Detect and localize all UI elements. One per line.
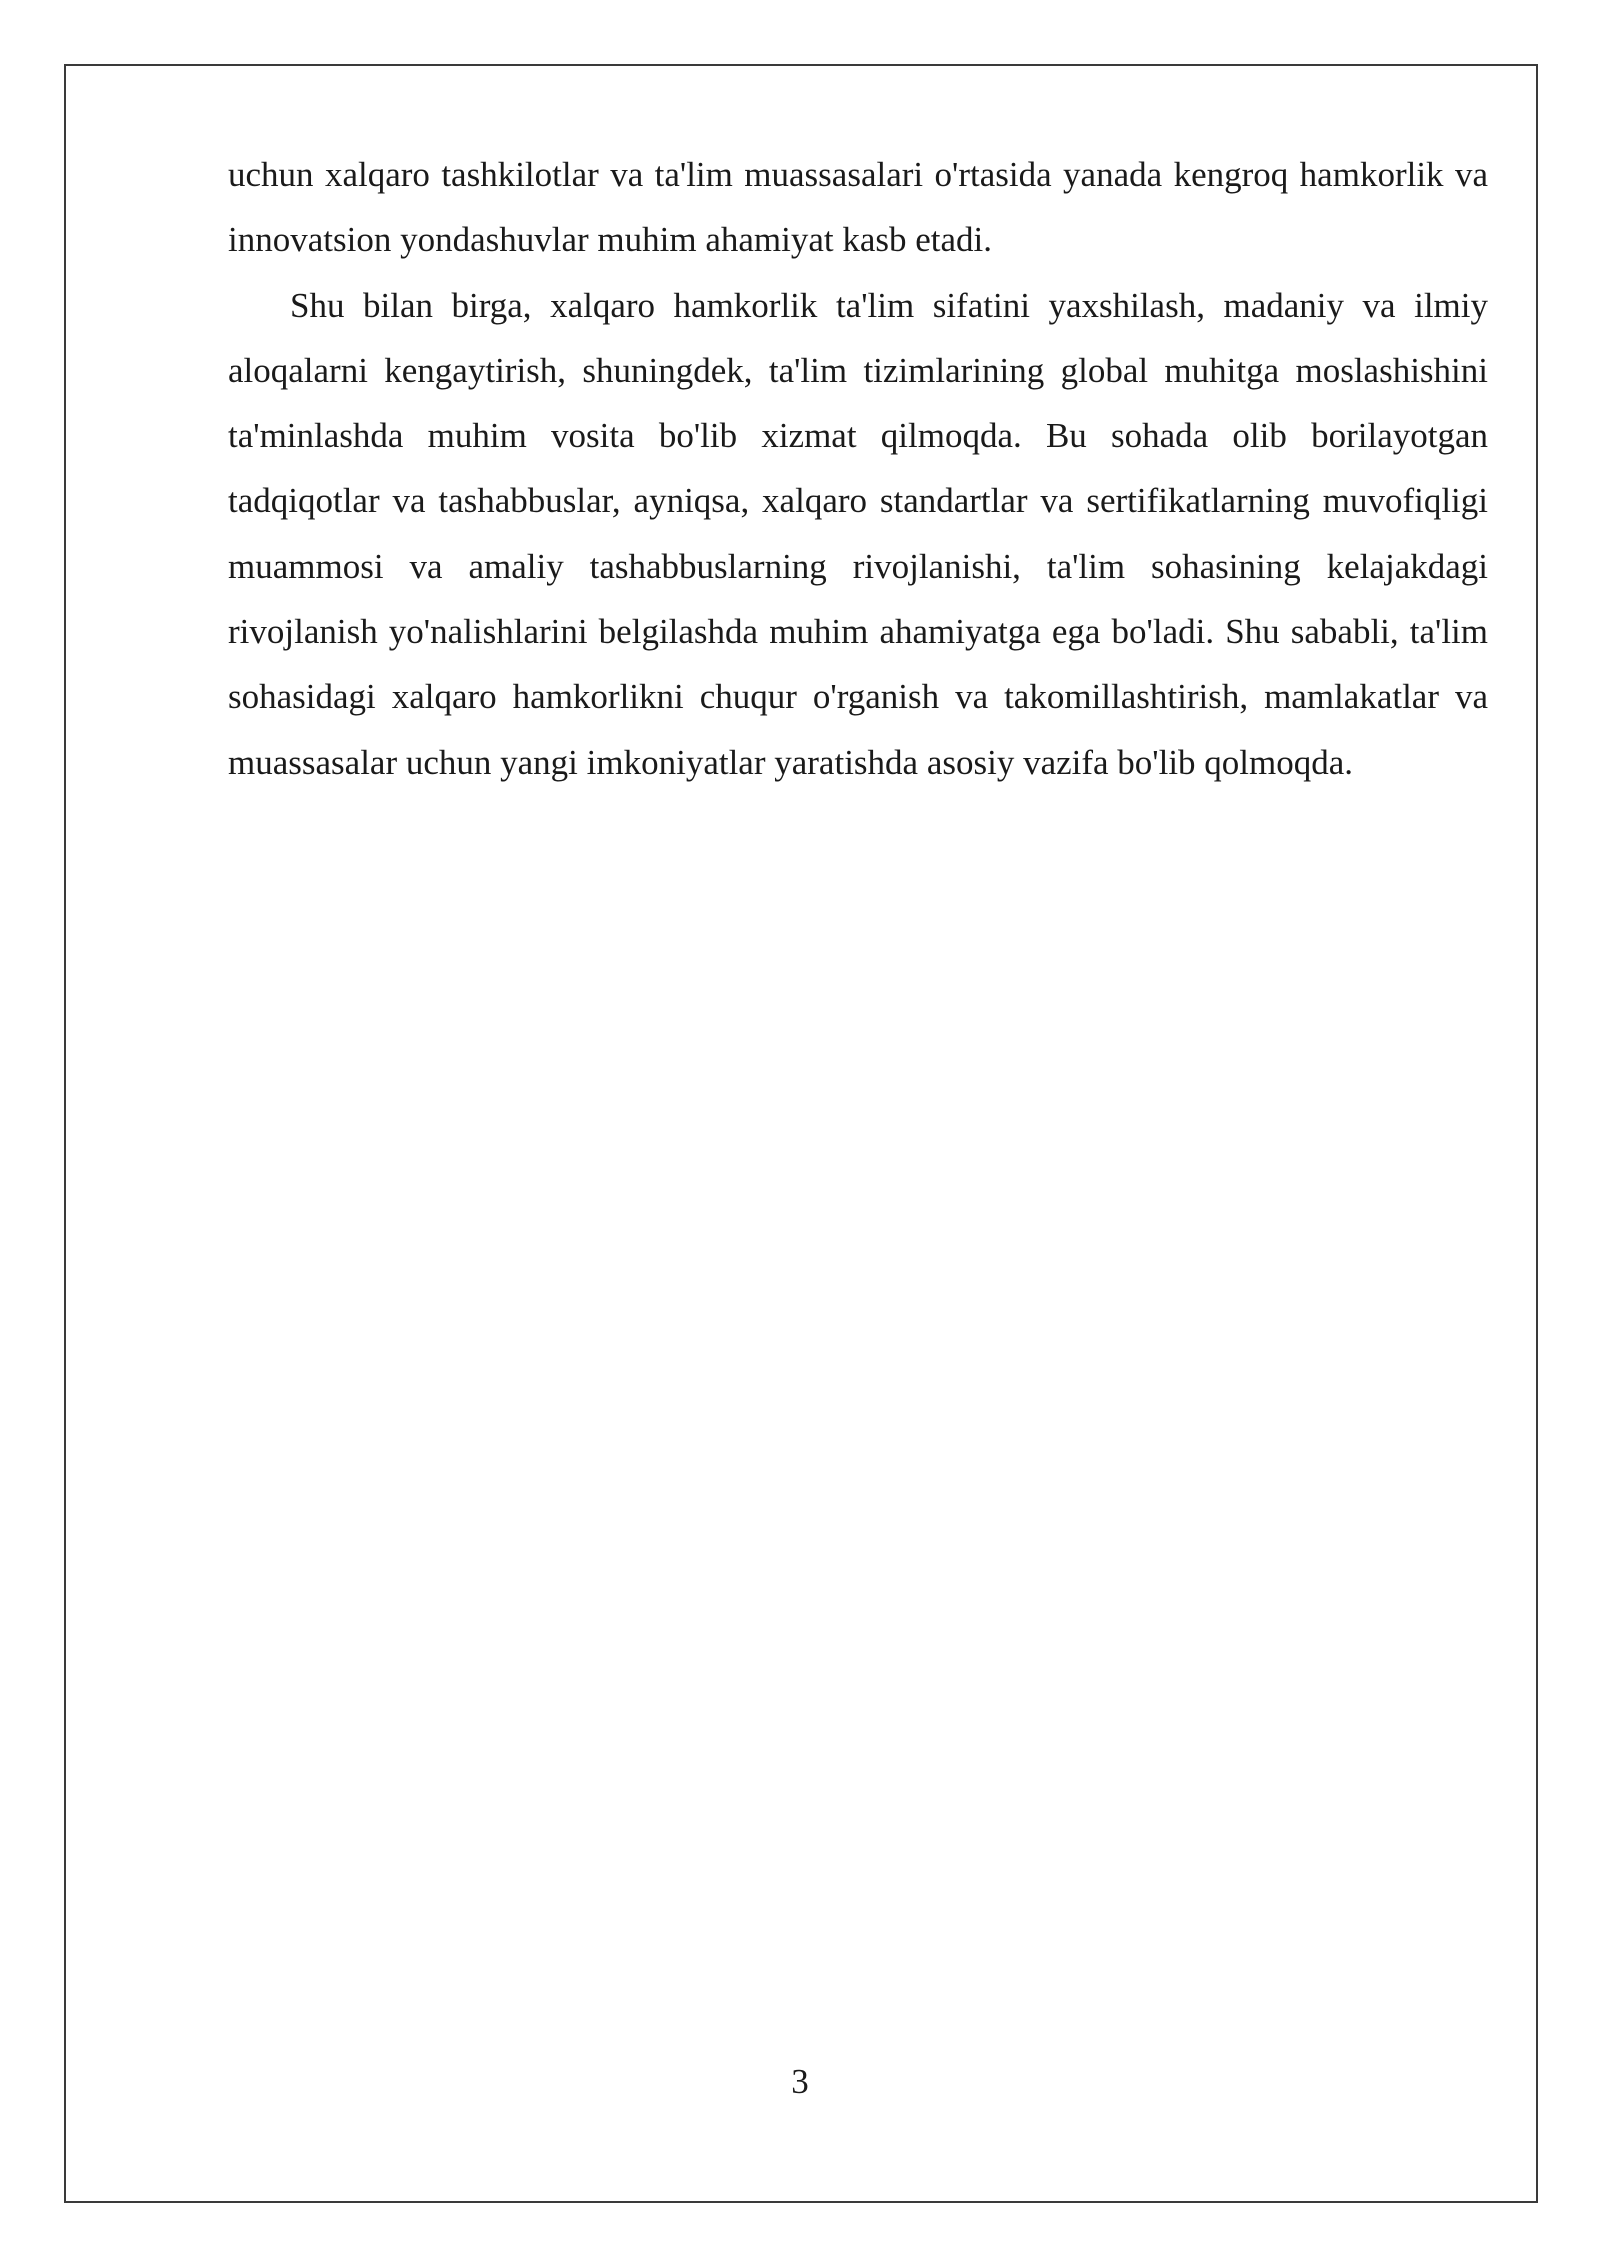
paragraph-continuation: uchun xalqaro tashkilotlar va ta'lim muassasalari o'rtasida yanada kengroq hamkorlik va innovatsion yondashuvlar muhim ahamiyat kasb etadi. <box>228 155 1488 260</box>
paragraph: Shu bilan birga, xalqaro hamkorlik ta'lim sifatini yaxshilash, madaniy va ilmiy aloqalarni kengaytirish, shuningdek, ta'lim tizimlarining global muhitga moslashishini ta'minlashda muhim vosita bo'lib xizmat qilmoqda. Bu sohada olib borilayotgan tadqiqotlar va tashabbuslar, ayniqsa, xalqaro standartlar va sertifikatlarning muvofiqligi muammosi va amaliy tashabbuslarning rivojlanishi, ta'lim sohasining kelajakdagi rivojlanish yo'nalishlarini belgilashda muhim ahamiyatga ega bo'ladi. Shu sababli, ta'lim sohasidagi xalqaro hamkorlikni chuqur o'rganish va takomillashtirish, mamlakatlar va muassasalar uchun yangi imkoniyatlar yaratishda asosiy vazifa bo'lib qolmoqda. <box>228 285 1488 782</box>
page-number: 3 <box>791 2062 809 2101</box>
document-body <box>228 142 1488 795</box>
